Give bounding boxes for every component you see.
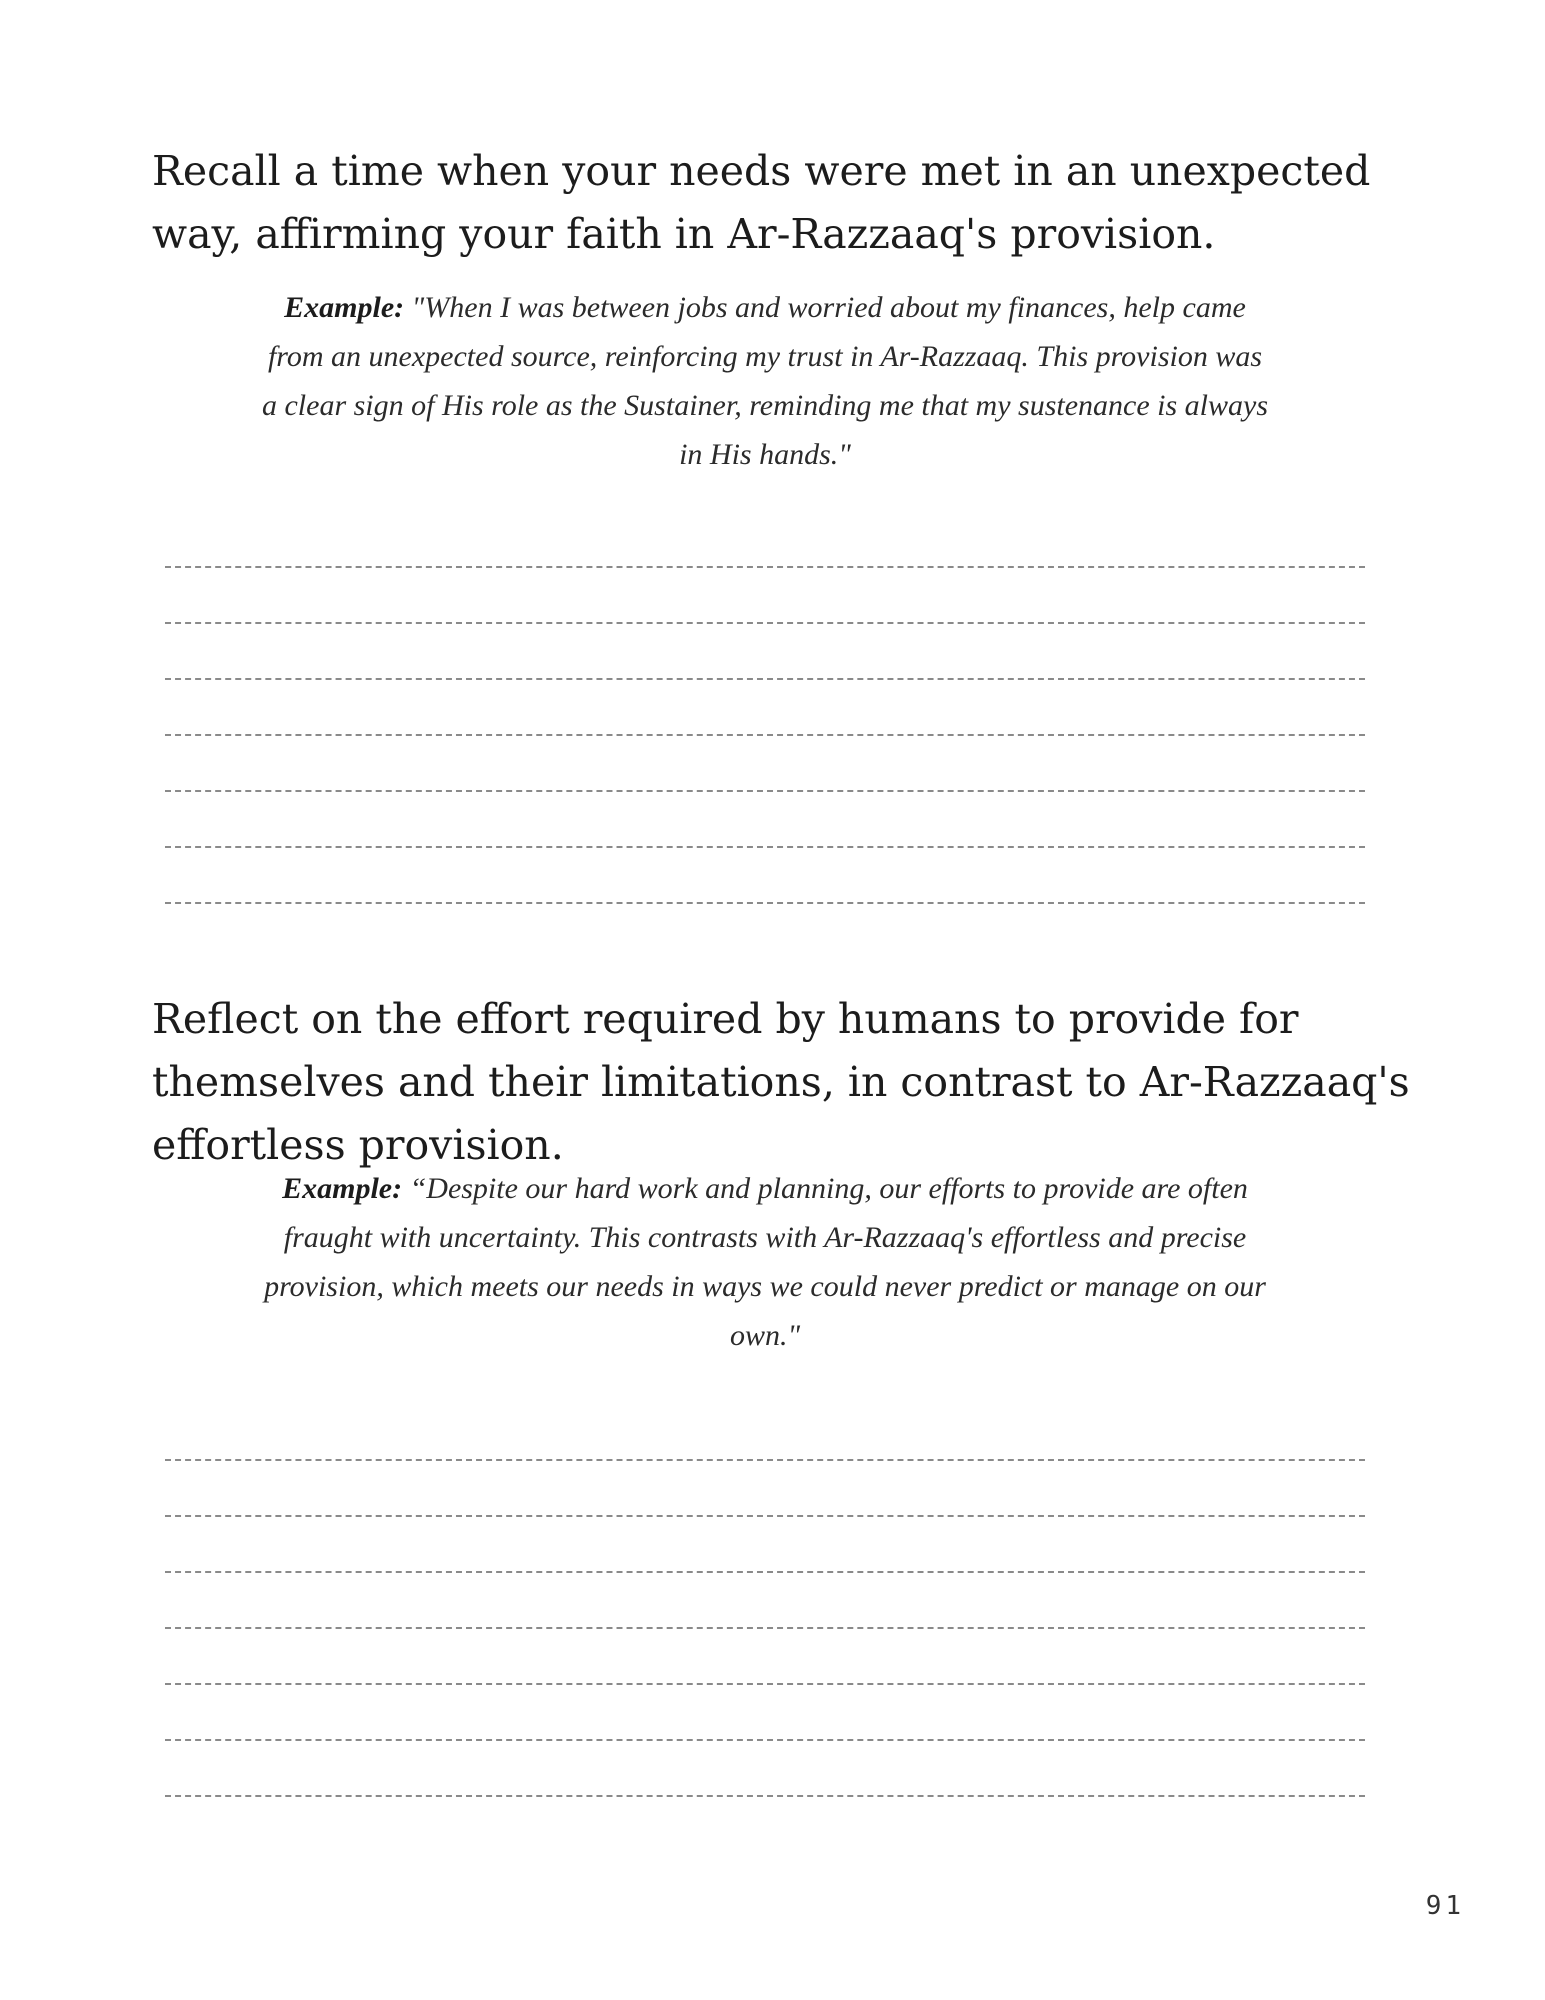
writing-lines bbox=[165, 512, 1365, 904]
page-number: 91 bbox=[1425, 1891, 1465, 1921]
writing-line[interactable] bbox=[165, 1573, 1365, 1629]
example-text: "When I was between jobs and worried about my finances, help came from an unexpected source, reinforcing my trust in Ar-Razzaaq. This provision was a clear sign of His role as the Sustainer, reminding me that my sustenance is always in His hands." bbox=[261, 291, 1269, 471]
example-paragraph bbox=[260, 283, 1270, 479]
example-text: “Despite our hard work and planning, our efforts to provide are often fraught with uncertainty. This contrasts with Ar-Razzaaq's effortless and precise provision, which meets our needs in ways we could never predict or manage on our own." bbox=[264, 1172, 1266, 1352]
writing-line[interactable] bbox=[165, 1461, 1365, 1517]
writing-line[interactable] bbox=[165, 624, 1365, 680]
writing-line[interactable] bbox=[165, 568, 1365, 624]
example-paragraph bbox=[260, 1164, 1270, 1360]
writing-line[interactable] bbox=[165, 736, 1365, 792]
writing-line[interactable] bbox=[165, 1629, 1365, 1685]
writing-line[interactable] bbox=[165, 1741, 1365, 1797]
writing-line[interactable] bbox=[165, 792, 1365, 848]
writing-line[interactable] bbox=[165, 1517, 1365, 1573]
writing-line[interactable] bbox=[165, 680, 1365, 736]
writing-lines bbox=[165, 1405, 1365, 1797]
writing-line[interactable] bbox=[165, 1405, 1365, 1461]
example-label: Example: bbox=[284, 291, 405, 324]
writing-line[interactable] bbox=[165, 848, 1365, 904]
prompt-heading: Recall a time when your needs were met in an unexpected way, affirming your faith in Ar-Razzaaq's provision. bbox=[152, 147, 1371, 258]
writing-line[interactable] bbox=[165, 1685, 1365, 1741]
writing-line[interactable] bbox=[165, 512, 1365, 568]
prompt-heading: Reflect on the effort required by humans to provide for themselves and their limitations, in contrast to Ar-Razzaaq's effortless provision. bbox=[152, 995, 1410, 1169]
example-label: Example: bbox=[282, 1172, 403, 1205]
